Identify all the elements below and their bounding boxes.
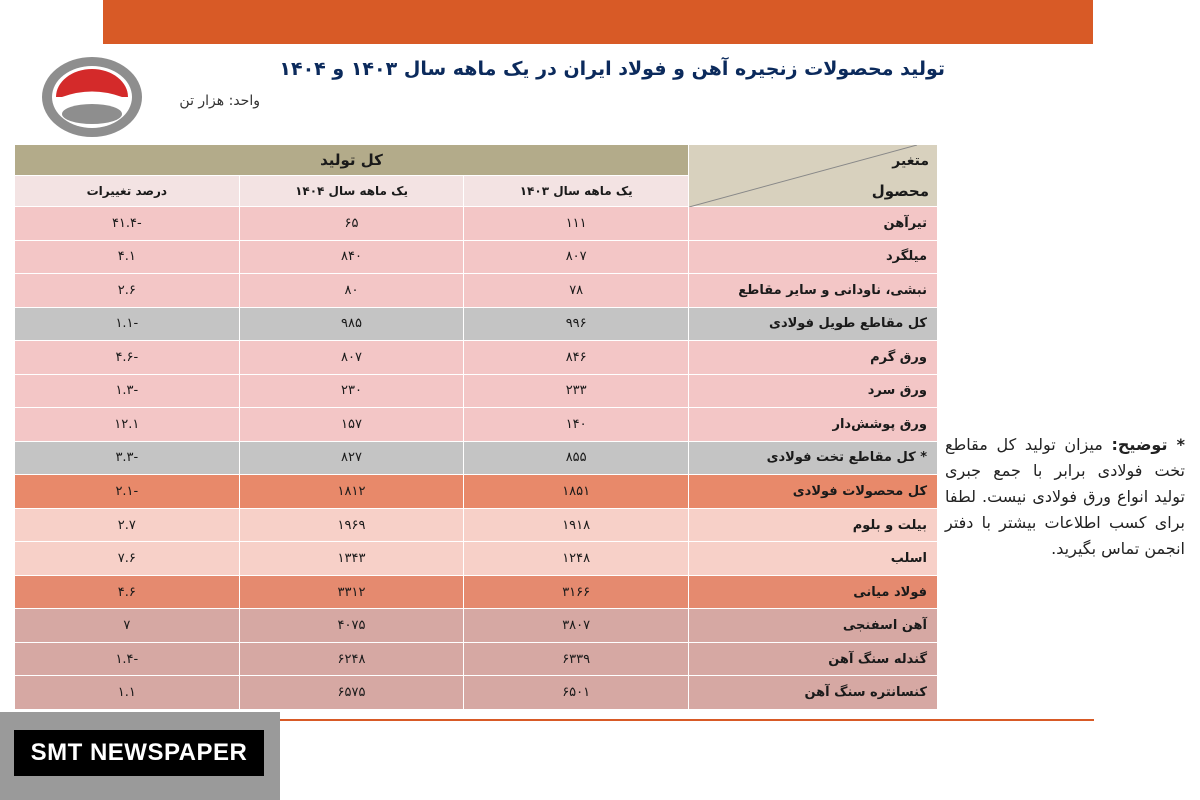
value-1404-cell: ۶۵ <box>239 207 464 241</box>
value-1404-cell: ۸۲۷ <box>239 441 464 475</box>
table-row <box>15 676 938 710</box>
header-total-production: کل تولید <box>15 145 689 176</box>
change-cell: ۷.۶ <box>15 542 240 576</box>
unit-label: واحد: هزار تن <box>179 93 260 109</box>
change-cell: -۳.۳ <box>15 441 240 475</box>
product-cell: ورق گرم <box>689 341 938 375</box>
change-cell: -۴۱.۴ <box>15 207 240 241</box>
value-1403-cell: ۸۵۵ <box>464 441 689 475</box>
value-1403-cell: ۱۸۵۱ <box>464 475 689 509</box>
value-1403-cell: ۱۲۴۸ <box>464 542 689 576</box>
value-1403-cell: ۹۹۶ <box>464 307 689 341</box>
brand-logo-text: SMT NEWSPAPER <box>14 730 264 776</box>
header-product: محصول <box>871 182 929 200</box>
change-cell: ۲.۷ <box>15 508 240 542</box>
change-cell: -۴.۶ <box>15 341 240 375</box>
value-1404-cell: ۸۰ <box>239 274 464 308</box>
value-1404-cell: ۳۳۱۲ <box>239 575 464 609</box>
product-cell: تیرآهن <box>689 207 938 241</box>
product-cell: فولاد میانی <box>689 575 938 609</box>
header-variable: متغیر <box>892 153 929 169</box>
table-row <box>15 240 938 274</box>
value-1403-cell: ۷۸ <box>464 274 689 308</box>
value-1403-cell: ۸۴۶ <box>464 341 689 375</box>
value-1403-cell: ۱۴۰ <box>464 408 689 442</box>
table-row <box>15 575 938 609</box>
table-row <box>15 475 938 509</box>
value-1404-cell: ۸۴۰ <box>239 240 464 274</box>
table-row <box>15 341 938 375</box>
change-cell: ۴.۱ <box>15 240 240 274</box>
change-cell: ۷ <box>15 609 240 643</box>
change-cell: ۲.۶ <box>15 274 240 308</box>
header-corner-cell <box>689 145 938 207</box>
table-row <box>15 307 938 341</box>
value-1403-cell: ۱۱۱ <box>464 207 689 241</box>
value-1404-cell: ۱۳۴۳ <box>239 542 464 576</box>
change-cell: ۴.۶ <box>15 575 240 609</box>
table-row <box>15 642 938 676</box>
value-1404-cell: ۶۵۷۵ <box>239 676 464 710</box>
product-cell: * کل مقاطع تخت فولادی <box>689 441 938 475</box>
product-cell: ورق سرد <box>689 374 938 408</box>
value-1403-cell: ۶۳۳۹ <box>464 642 689 676</box>
product-cell: کل محصولات فولادی <box>689 475 938 509</box>
header-1404: یک ماهه سال ۱۴۰۴ <box>239 176 464 207</box>
association-logo <box>38 52 146 142</box>
product-cell: کنسانتره سنگ آهن <box>689 676 938 710</box>
note-label: * توضیح: <box>1111 435 1185 454</box>
brand-footer <box>0 712 280 800</box>
value-1404-cell: ۴۰۷۵ <box>239 609 464 643</box>
value-1403-cell: ۳۸۰۷ <box>464 609 689 643</box>
product-cell: اسلب <box>689 542 938 576</box>
product-cell: نبشی، ناودانی و سایر مقاطع <box>689 274 938 308</box>
table-row <box>15 207 938 241</box>
value-1404-cell: ۶۲۴۸ <box>239 642 464 676</box>
product-cell: ورق پوشش‌دار <box>689 408 938 442</box>
table-row <box>15 274 938 308</box>
product-cell: میلگرد <box>689 240 938 274</box>
header-change: درصد تغییرات <box>15 176 240 207</box>
value-1403-cell: ۲۳۳ <box>464 374 689 408</box>
change-cell: ۱۲.۱ <box>15 408 240 442</box>
note-text: میزان تولید کل مقاطع تخت فولادی برابر با جمع جبری تولید انواع ورق فولادی نیست. لطفا برای کسب اطلاعات بیشتر با دفتر انجمن تماس بگیرید. <box>945 435 1185 558</box>
change-cell: -۱.۴ <box>15 642 240 676</box>
table-row <box>15 374 938 408</box>
product-cell: کل مقاطع طویل فولادی <box>689 307 938 341</box>
change-cell: -۱.۱ <box>15 307 240 341</box>
table-row <box>15 542 938 576</box>
table-row <box>15 609 938 643</box>
page-title: تولید محصولات زنجیره آهن و فولاد ایران در یک ماهه سال ۱۴۰۳ و ۱۴۰۴ <box>279 58 945 80</box>
value-1404-cell: ۹۸۵ <box>239 307 464 341</box>
change-cell: ۱.۱ <box>15 676 240 710</box>
explanation-note <box>945 432 1185 562</box>
production-table <box>14 144 938 710</box>
value-1404-cell: ۲۳۰ <box>239 374 464 408</box>
value-1403-cell: ۱۹۱۸ <box>464 508 689 542</box>
top-accent-bar <box>103 0 1093 44</box>
value-1404-cell: ۱۸۱۲ <box>239 475 464 509</box>
table-row <box>15 408 938 442</box>
value-1403-cell: ۸۰۷ <box>464 240 689 274</box>
change-cell: -۱.۳ <box>15 374 240 408</box>
change-cell: -۲.۱ <box>15 475 240 509</box>
value-1403-cell: ۳۱۶۶ <box>464 575 689 609</box>
value-1404-cell: ۸۰۷ <box>239 341 464 375</box>
product-cell: گندله سنگ آهن <box>689 642 938 676</box>
product-cell: بیلت و بلوم <box>689 508 938 542</box>
value-1403-cell: ۶۵۰۱ <box>464 676 689 710</box>
header-1403: یک ماهه سال ۱۴۰۳ <box>464 176 689 207</box>
table-row <box>15 508 938 542</box>
value-1404-cell: ۱۵۷ <box>239 408 464 442</box>
table-row <box>15 441 938 475</box>
product-cell: آهن اسفنجی <box>689 609 938 643</box>
value-1404-cell: ۱۹۶۹ <box>239 508 464 542</box>
